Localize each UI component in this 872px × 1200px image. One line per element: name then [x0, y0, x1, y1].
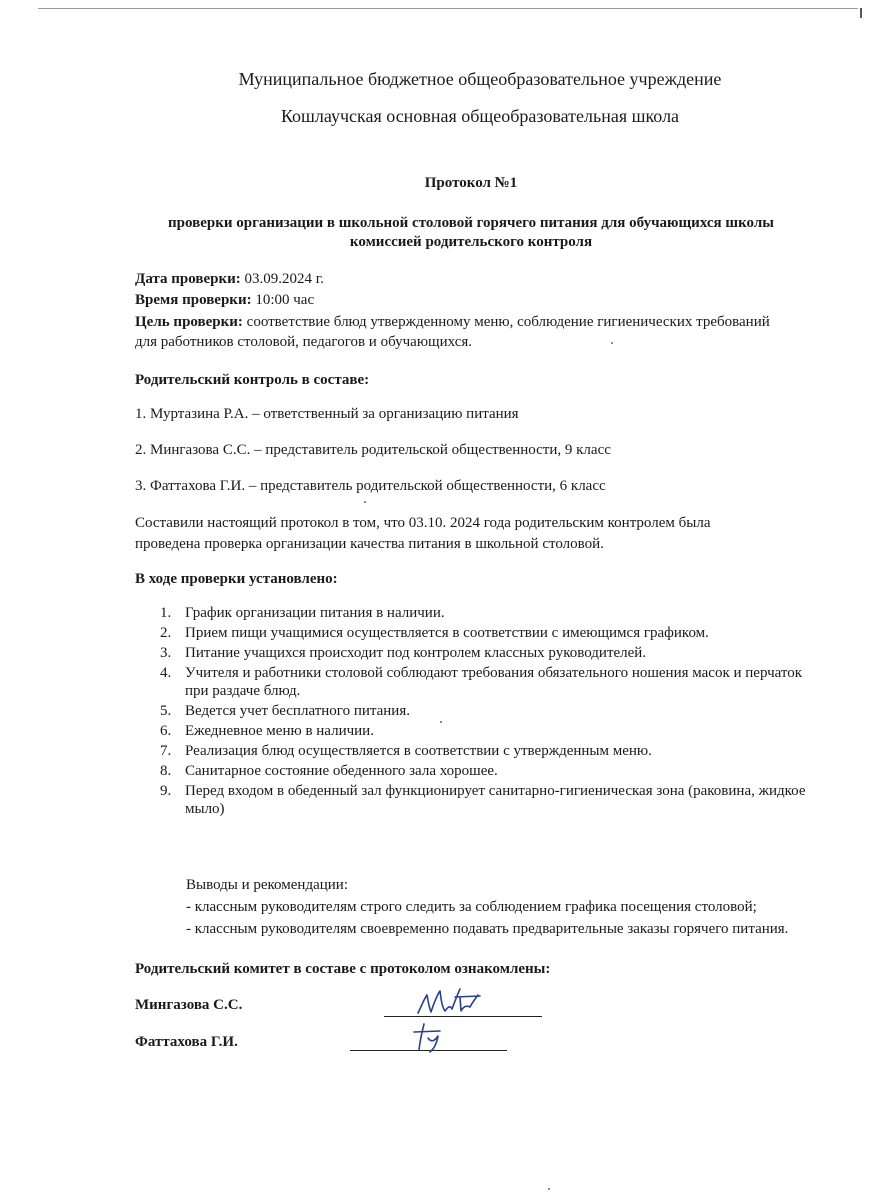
- scan-speck: [440, 721, 442, 723]
- inspection-goal-label: Цель проверки:: [135, 314, 243, 330]
- finding-text: Перед входом в обеденный зал функционирует санитарно-гигиеническая зона (раковина, жидкое мыло): [185, 783, 806, 817]
- finding-item: [135, 644, 825, 662]
- finding-text: Ежедневное меню в наличии.: [185, 723, 374, 739]
- council-heading: Родительский контроль в составе:: [135, 372, 370, 388]
- finding-number: 5.: [160, 703, 172, 719]
- finding-number: 3.: [160, 645, 172, 661]
- council-member: 2. Мингазова С.С. – представитель родительской общественности, 9 класс: [135, 442, 611, 458]
- finding-number: 2.: [160, 625, 172, 641]
- finding-item: [135, 782, 825, 818]
- scan-speck: [548, 1188, 550, 1190]
- finding-text: Учителя и работники столовой соблюдают требования обязательного ношения масок и перчаток при раздаче блюд.: [185, 665, 803, 699]
- finding-item: [135, 742, 825, 760]
- summary-line2: проведена проверка организации качества питания в школьной столовой.: [135, 536, 604, 552]
- finding-number: 1.: [160, 605, 172, 621]
- conclusion-item: - классным руководителям строго следить за соблюдением графика посещения столовой;: [186, 899, 757, 915]
- finding-number: 6.: [160, 723, 172, 739]
- acknowledgement-heading: Родительский комитет в составе с протоколом ознакомлены:: [135, 961, 551, 977]
- finding-number: 7.: [160, 743, 172, 759]
- conclusion-item: - классным руководителям своевременно подавать предварительные заказы горячего питания.: [186, 921, 789, 937]
- finding-text: Реализация блюд осуществляется в соответствии с утвержденным меню.: [185, 743, 652, 759]
- finding-text: Питание учащихся происходит под контролем классных руководителей.: [185, 645, 647, 661]
- signature-mark: [414, 985, 484, 1019]
- finding-text: Прием пищи учащимися осуществляется в соответствии с имеющимся графиком.: [185, 625, 709, 641]
- scan-edge-mark: [860, 8, 862, 18]
- signatory-name: Фаттахова Г.И.: [135, 1034, 238, 1050]
- protocol-subtitle-line2: комиссией родительского контроля: [349, 234, 593, 250]
- finding-item: [135, 702, 825, 720]
- protocol-subtitle-line1: проверки организации в школьной столовой горячего питания для обучающихся школы: [168, 215, 774, 231]
- finding-item: [135, 624, 825, 642]
- inspection-date-value: 03.09.2024 г.: [240, 271, 324, 287]
- finding-number: 4.: [160, 665, 172, 681]
- council-member: 1. Муртазина Р.А. – ответственный за организацию питания: [135, 406, 519, 422]
- inspection-date: [135, 270, 835, 289]
- inspection-goal-line2: для работников столовой, педагогов и обучающихся.: [135, 334, 473, 350]
- inspection-time-label: Время проверки:: [135, 292, 252, 308]
- inspection-goal-value-line1: соответствие блюд утвержденному меню, соблюдение гигиенических требований: [242, 314, 770, 330]
- inspection-date-label: Дата проверки:: [135, 271, 241, 287]
- protocol-title: Протокол №1: [424, 175, 518, 191]
- finding-number: 9.: [160, 783, 172, 799]
- signatory-name: Мингазова С.С.: [135, 997, 243, 1013]
- findings-list: [135, 604, 825, 820]
- inspection-goal: [135, 313, 855, 332]
- organization-name-line2: Кошлаучская основная общеобразовательная школа: [280, 106, 680, 126]
- finding-text: Ведется учет бесплатного питания.: [185, 703, 410, 719]
- summary-line1: Составили настоящий протокол в том, что 03.10. 2024 года родительским контролем была: [135, 515, 711, 531]
- finding-item: [135, 604, 825, 622]
- inspection-time-value: 10:00 час: [251, 292, 315, 308]
- finding-text: Санитарное состояние обеденного зала хорошее.: [185, 763, 498, 779]
- scan-speck: [364, 501, 366, 503]
- inspection-time: [135, 291, 835, 310]
- finding-item: [135, 664, 825, 700]
- conclusions-heading: Выводы и рекомендации:: [186, 877, 348, 893]
- finding-item: [135, 722, 825, 740]
- finding-item: [135, 762, 825, 780]
- protocol-subtitle: [60, 214, 872, 252]
- signature-mark: [408, 1020, 448, 1054]
- scan-edge-top: [38, 8, 858, 9]
- council-member: 3. Фаттахова Г.И. – представитель родительской общественности, 6 класс: [135, 478, 606, 494]
- finding-text: График организации питания в наличии.: [185, 605, 445, 621]
- finding-number: 8.: [160, 763, 172, 779]
- findings-heading: В ходе проверки установлено:: [135, 571, 338, 587]
- scan-speck: [611, 342, 613, 344]
- organization-name-line1: Муниципальное бюджетное общеобразовательное учреждение: [238, 69, 722, 89]
